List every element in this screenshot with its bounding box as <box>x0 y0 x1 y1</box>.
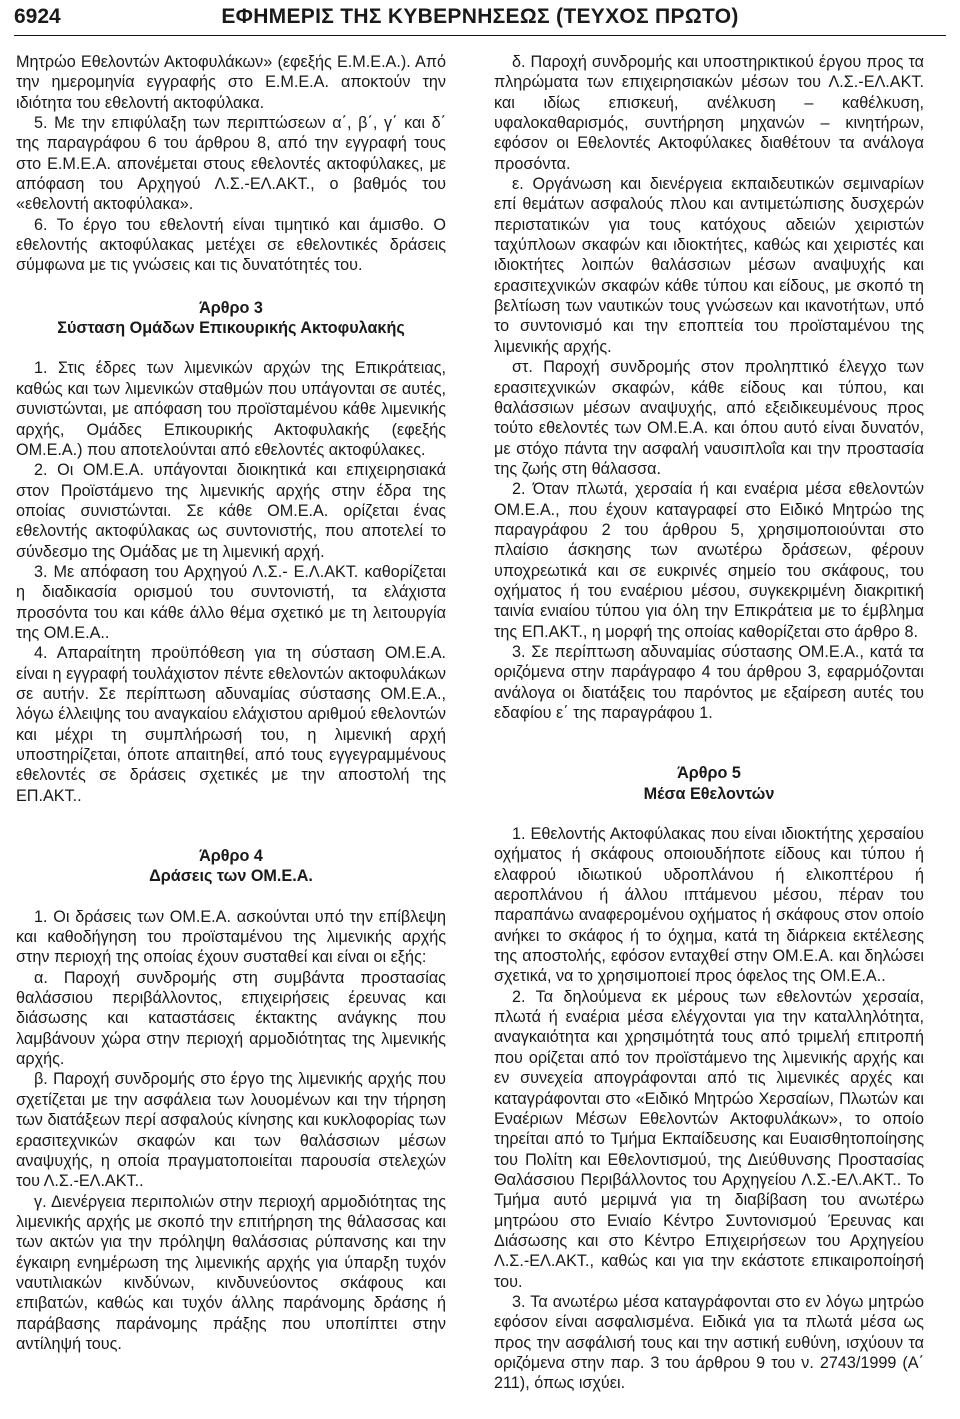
left-column <box>16 52 446 1412</box>
article-5-paragraph-1: 1. Εθελοντής Ακτοφύλακας που είναι ιδιοκτήτης χερσαίου οχήματος ή σκάφους οποιουδήποτε είδους και τύπου ή ελαφρού ιδιωτικού υδροπλάνου ή ελικοπτέρου ή αεροπλάνου ή άλλου ιπτάμενου μέσου, πέραν του παραπάνω αναφερομένου οχήματος ή σκάφους στον οποίο ανήκει το σκάφος ή το όχημα, κατά τη διάρκεια εκτέλεσης της αποστολής, εφόσον ενταχθεί στην ΟΜ.Ε.Α. και δηλώσει σχετικά, να το χρησιμοποιεί προς όφελος της ΟΜ.Ε.Α.. <box>494 825 924 986</box>
article-3-paragraph-4: 4. Απαραίτητη προϋπόθεση για τη σύσταση ΟΜ.Ε.Α. είναι η εγγραφή τουλάχιστον πέντε εθελοντών ακτοφυλάκων σε αυτήν. Σε περίπτωση αδυναμίας σύστασης ΟΜ.Ε.Α., λόγω έλλειψης του αναγκαίου ελάχιστου αριθμού εθελοντών και μέχρι τη συμπλήρωσή του, η λιμενική αρχή υποστηρίζεται, όποτε απαιτηθεί, από τους εγγεγραμμένους εθελοντές σε δράσεις σχετικές με την αποστολή της ΕΠ.ΑΚΤ.. <box>16 644 446 805</box>
article-4-item-b: β. Παροχή συνδρομής στο έργο της λιμενικής αρχής που σχετίζεται με την ασφάλεια των λουομένων και την τήρηση των διατάξεων περί ασφαλούς κίνησης και κυκλοφορίας των ερασιτεχνικών σκαφών και των θαλάσσιων μέσων αναψυχής, η οποία πραγματοποιείται παρουσία στελεχών του Λ.Σ.-ΕΛ.ΑΚΤ.. <box>16 1070 446 1191</box>
article-3-paragraph-3: 3. Με απόφαση του Αρχηγού Λ.Σ.- Ε.Λ.ΑΚΤ. καθορίζεται η διαδικασία ορισμού του συντονιστή, τα ελάχιστα προσόντα του και κάθε άλλο θέμα σχετικό με τη λειτουργία της ΟΜ.Ε.Α.. <box>16 562 446 642</box>
page-header <box>14 0 946 34</box>
article-4-item-c: γ. Διενέργεια περιπολιών στην περιοχή αρμοδιότητας της λιμενικής αρχής με σκοπό την επιτήρηση της θάλασσας και των ακτών για την πρόληψη θαλάσσιας ρύπανσης και την έγκαιρη ενημέρωση της λιμενικής αρχής για ύπαρξη τυχόν ναυτιλιακών κινδύνων, κινδυνεύοντος σκάφους και επιβατών, καθώς και τυχόν άλλης παράνομης δράσης ή παράβασης παράνομης πράξης που υποπίπτει στην αντίληψή τους. <box>16 1192 446 1353</box>
article-4-item-a: α. Παροχή συνδρομής στη συμβάντα προστασίας θαλάσσιου περιβάλλοντος, επιχειρήσεις έρευνας και διάσωσης και καταστάσεις έκτακτης ανάγκης που λαμβάνουν χώρα στην περιοχή αρμοδιότητας της λιμενικής αρχής. <box>16 968 446 1069</box>
article-5-paragraph-2: 2. Τα δηλούμενα εκ μέρους των εθελοντών χερσαία, πλωτά ή εναέρια μέσα ελέγχονται για την καταλληλότητα, αναγκαιότητα και χρησιμότητά τους από τριμελή επιτροπή που ορίζεται από τον προϊστάμενο της λιμενικής αρχής και εν συνεχεία απογράφονται από τις λιμενικές αρχές και καταγράφονται στο «Ειδικό Μητρώο Χερσαίων, Πλωτών και Εναέριων Μέσων Εθελοντών Ακτοφυλάκων», το οποίο τηρείται από το Τμήμα Εκπαίδευσης και Ευαισθητοποίησης του Πολίτη και Εθελοντισμού, της Διεύθυνσης Προστασίας Θαλάσσιου Περιβάλλοντος του Αρχηγείου Λ.Σ.-ΕΛ.ΑΚΤ.. Το Τμήμα αυτό μεριμνά για τη διαβίβαση του ανωτέρω μητρώου στο Ενιαίο Κέντρο Συντονισμού Έρευνας και Διάσωσης και στο Κέντρο Επιχειρήσεων του Αρχηγείου Λ.Σ.-ΕΛ.ΑΚΤ., καθώς και για την εκάστοτε επικαιροποίησή του. <box>494 987 924 1291</box>
article-4-title: Δράσεις των ΟΜ.Ε.Α. <box>149 867 313 886</box>
article-4-paragraph-3: 3. Σε περίπτωση αδυναμίας σύστασης ΟΜ.Ε.Α., κατά τα οριζόμενα στην παράγραφο 4 του άρθρου 3, εφαρμόζονται ανάλογα οι διατάξεις του παρόντος με εξαίρεση αυτές του εδαφίου ε΄ της παραγράφου 1. <box>494 642 924 722</box>
left-paragraph-5: 5. Με την επιφύλαξη των περιπτώσεων α΄, β΄, γ΄ και δ΄ της παραγράφου 6 του άρθρου 8, από την εγγραφή τους στο Ε.Μ.Ε.Α. απονέμεται στους εθελοντές ακτοφύλακες, με απόφαση του Αρχηγού Λ.Σ.-ΕΛ.ΑΚΤ., ο βαθμός του «εθελοντή ακτοφύλακα». <box>16 114 446 214</box>
left-paragraph-6: 6. Το έργο του εθελοντή είναι τιμητικό και άμισθο. Ο εθελοντής ακτοφύλακας μετέχει σε εθελοντικές δράσεις σύμφωνα με τις γνώσεις και τις δυνατότητές του. <box>16 215 446 275</box>
article-3-label: Άρθρο 3 <box>199 298 263 317</box>
article-4-paragraph-1: 1. Οι δράσεις των ΟΜ.Ε.Α. ασκούνται υπό την επίβλεψη και καθοδήγηση του προϊσταμένου της λιμενικής αρχής στην περιοχή της οποίας έχουν συσταθεί και είναι οι εξής: <box>16 907 446 967</box>
left-paragraph-registry: Μητρώο Εθελοντών Ακτοφυλάκων» (εφεξής Ε.Μ.Ε.Α.). Από την ημερομηνία εγγραφής στο Ε.Μ.Ε.Α. αποκτούν την ιδιότητα του εθελοντή ακτοφύλακα. <box>16 53 446 112</box>
article-4-item-st: στ. Παροχή συνδρομής στον προληπτικό έλεγχο των ερασιτεχνικών σκαφών, κάθε είδους και τύπου, και θαλάσσιων μέσων αναψυχής, από εξειδικευμένους προς τούτο εθελοντές των ΟΜ.Ε.Α. και όπου αυτό είναι δυνατόν, με στόχο πάντα την ασφαλή ναυσιπλοΐα και την προστασία της ζωής στη θάλασσα. <box>494 358 924 478</box>
article-4-label: Άρθρο 4 <box>199 847 263 866</box>
article-5-paragraph-3: 3. Τα ανωτέρω μέσα καταγράφονται στο εν λόγω μητρώο εφόσον είναι ασφαλισμένα. Ειδικά για τα πλωτά μέσα ως προς την ασφάλισή τους και την αστική ευθύνη, ισχύουν τα οριζόμενα στην παρ. 3 του άρθρου 9 του ν. 2743/1999 (Α΄ 211), όπως ισχύει. <box>494 1292 924 1393</box>
article-3-paragraph-2: 2. Οι ΟΜ.Ε.Α. υπάγονται διοικητικά και επιχειρησιακά στον Προϊστάμενο της λιμενικής αρχής στην έδρα της οποίας συνιστώνται. Σε κάθε ΟΜ.Ε.Α. ορίζεται ένας εθελοντής ακτοφύλακας ως συντονιστής, που αποτελεί το σύνδεσμο της Ομάδας με τη λιμενική αρχή. <box>16 461 446 561</box>
article-4-item-e: ε. Οργάνωση και διενέργεια εκπαιδευτικών σεμιναρίων επί θεμάτων ασφαλούς πλου και αντιμετώπισης δυσχερών περιστατικών για τους κατόχους αδειών χειριστών ταχύπλοων σκαφών και ιδιοκτήτες, καθώς και χειριστές και ιδιοκτήτες λοιπών θαλάσσιων μέσων αναψυχής και ερασιτεχνικών σκαφών κάθε τύπου και είδους, με σκοπό τη βελτίωση των ναυτικών τους γνώσεων και ικανοτήτων, υπό το συντονισμό και την εποπτεία του προϊσταμένου της λιμενικής αρχής. <box>494 175 924 356</box>
article-4-paragraph-2: 2. Όταν πλωτά, χερσαία ή και εναέρια μέσα εθελοντών ΟΜ.Ε.Α., που έχουν καταγραφεί στο Ειδικό Μητρώο της παραγράφου 2 του άρθρου 5, χρησιμοποιούνται στο πλαίσιο άσκησης των ανωτέρω δράσεων, φέρουν υποχρεωτικά και σε ευκρινές σημείο του σκάφους, του οχήματος ή του εναέριου μέσου, συγκεκριμένη διακριτική ταινία ενιαίου τύπου για όλη την Επικράτεια με το έμβλημα της ΕΠ.ΑΚΤ., η μορφή της οποίας καθορίζεται στο άρθρο 8. <box>494 480 924 641</box>
header-rule <box>14 35 946 36</box>
right-column <box>494 52 924 1412</box>
article-5-label: Άρθρο 5 <box>677 764 741 783</box>
running-title: ΕΦΗΜΕΡΙΣ ΤΗΣ ΚΥΒΕΡΝΗΣΕΩΣ (ΤΕΥΧΟΣ ΠΡΩΤΟ) <box>221 5 739 28</box>
article-3-paragraph-1: 1. Στις έδρες των λιμενικών αρχών της Επικράτειας, καθώς και των λιμενικών σταθμών που υπάγονται σε αυτές, συνιστώνται, με απόφαση του προϊσταμένου κάθε λιμενικής αρχής, Ομάδες Επικουρικής Ακτοφυλακής (εφεξής ΟΜ.Ε.Α.) που αποτελούνται από εθελοντές ακτοφύλακες. <box>16 359 446 459</box>
article-5-title: Μέσα Εθελοντών <box>643 784 775 803</box>
article-3-title: Σύσταση Ομάδων Επικουρικής Ακτοφυλακής <box>57 319 405 338</box>
article-4-item-d: δ. Παροχή συνδρομής και υποστηρικτικού έργου προς τα πληρώματα των επιχειρησιακών μέσων του Λ.Σ.-ΕΛ.ΑΚΤ. και ιδίως επισκευή, ανέλκυση – καθέλκυση, υφαλοκαθαρισμός, συντήρηση μηχανών – κινητήρων, εφόσον οι Εθελοντές Ακτοφύλακες διαθέτουν τα ανάλογα προσόντα. <box>494 53 924 173</box>
page-number: 6924 <box>14 5 61 28</box>
